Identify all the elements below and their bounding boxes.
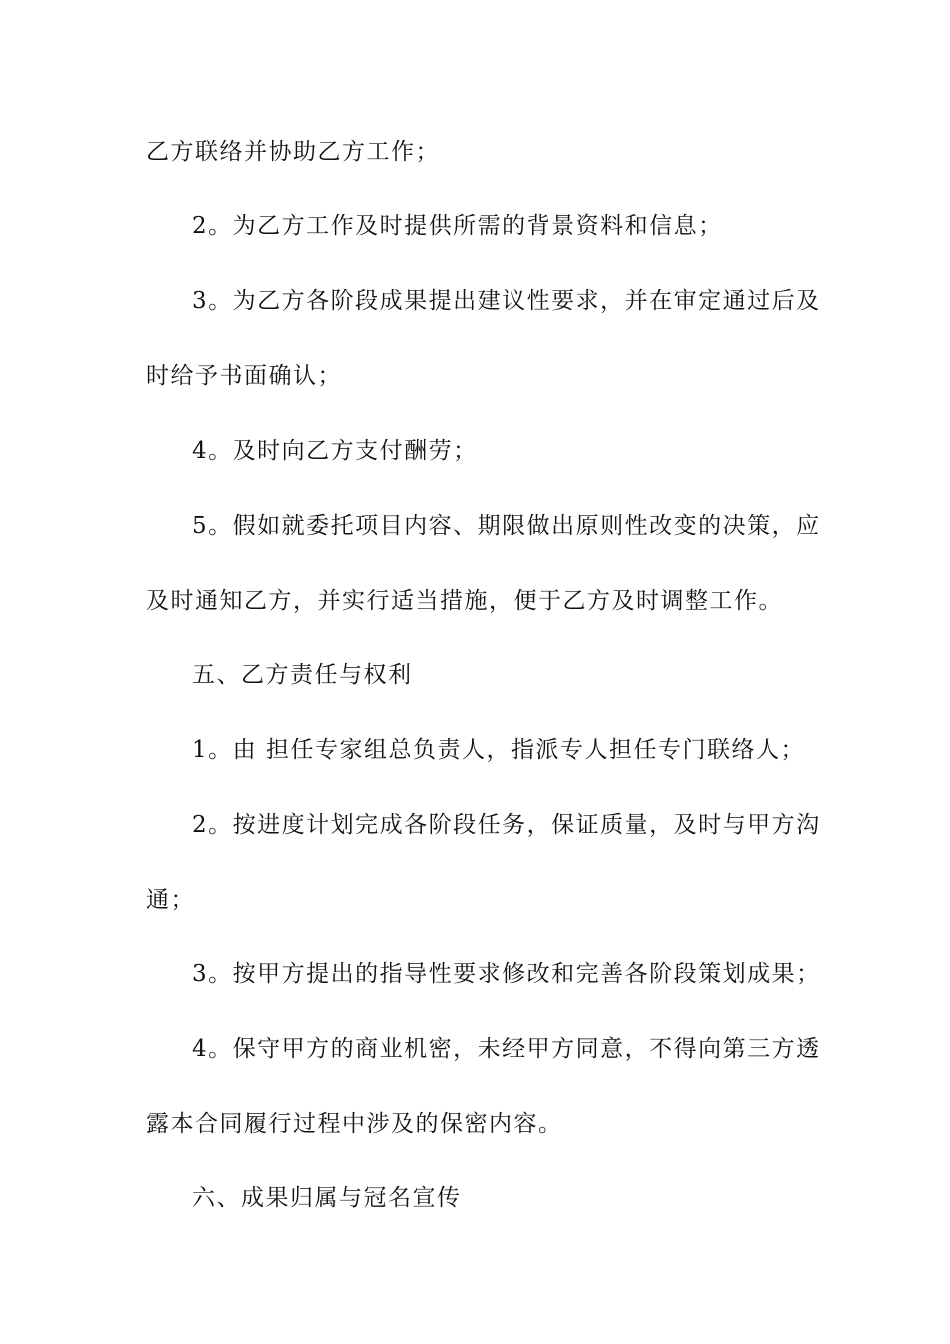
- text-line: 3。按甲方提出的指导性要求修改和完善各阶段策划成果；: [192, 961, 821, 987]
- text-line: 2。按进度计划完成各阶段任务，保证质量，及时与甲方沟: [192, 812, 821, 838]
- text-line: 3。为乙方各阶段成果提出建议性要求，并在审定通过后及: [192, 288, 821, 314]
- text-line: 露本合同履行过程中涉及的保密内容。: [146, 1111, 563, 1137]
- text-line: 乙方联络并协助乙方工作；: [146, 139, 440, 165]
- text-line: 4。及时向乙方支付酬劳；: [192, 438, 478, 464]
- text-line: 及时通知乙方，并实行适当措施，便于乙方及时调整工作。: [146, 588, 783, 614]
- section-heading: 五、乙方责任与权利: [192, 662, 413, 688]
- text-line: 时给予书面确认；: [146, 363, 342, 389]
- text-line: 5。假如就委托项目内容、期限做出原则性改变的决策，应: [192, 513, 821, 539]
- text-line: 通；: [146, 887, 195, 913]
- section-heading: 六、成果归属与冠名宣传: [192, 1185, 462, 1211]
- text-line: 1。由 担任专家组总负责人，指派专人担任专门联络人；: [192, 737, 805, 763]
- text-line: 2。为乙方工作及时提供所需的背景资料和信息；: [192, 213, 723, 239]
- text-line: 4。保守甲方的商业机密，未经甲方同意，不得向第三方透: [192, 1036, 821, 1062]
